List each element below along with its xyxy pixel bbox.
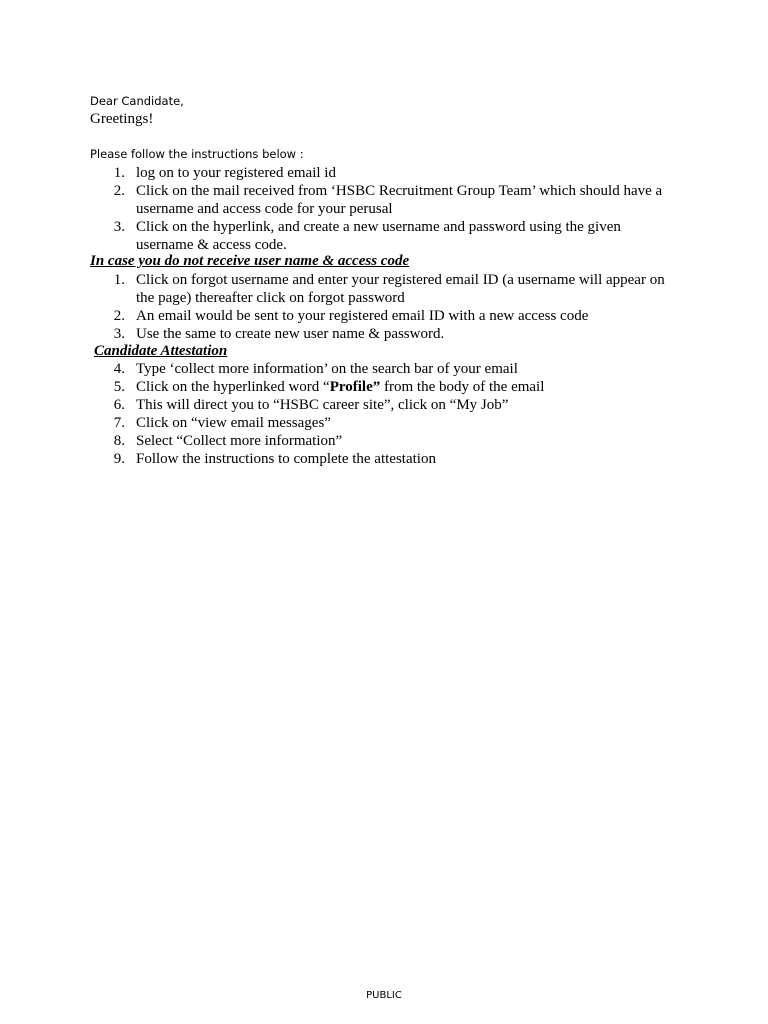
list-number: 9. <box>113 451 125 467</box>
list-number: 5. <box>113 379 125 395</box>
list-number: 7. <box>113 415 125 431</box>
list-number: 1. <box>113 165 125 181</box>
list-text: Click on forgot username and enter your registered email ID (a username will appear on <box>136 272 665 288</box>
list-number: 4. <box>113 361 125 377</box>
list-number: 8. <box>113 433 125 449</box>
list-text: the page) thereafter click on forgot password <box>136 290 405 306</box>
list-text: Use the same to create new user name & password. <box>136 326 445 342</box>
list-number: 3. <box>113 219 125 235</box>
list-text: Click on the hyperlink, and create a new username and password using the given <box>136 219 621 235</box>
intro-text: Please follow the instructions below : <box>90 147 304 161</box>
list-text: username and access code for your perusal <box>136 201 393 217</box>
salutation: Dear Candidate, <box>90 94 184 108</box>
section-heading-attestation: Candidate Attestation <box>94 343 228 359</box>
list-text: Follow the instructions to complete the attestation <box>136 451 436 467</box>
section-heading-no-code: In case you do not receive user name & access code <box>90 253 410 269</box>
list-number: 6. <box>113 397 125 413</box>
list-number: 2. <box>113 183 125 199</box>
list-text: An email would be sent to your registered email ID with a new access code <box>136 308 589 324</box>
list-text: username & access code. <box>136 237 287 253</box>
list-number: 3. <box>113 326 125 342</box>
list-number: 2. <box>113 308 125 324</box>
list-text: Click on “view email messages” <box>136 415 331 431</box>
list-text: This will direct you to “HSBC career site”, click on “My Job” <box>136 397 509 413</box>
list-text: Type ‘collect more information’ on the search bar of your email <box>136 361 518 377</box>
greeting: Greetings! <box>90 111 154 127</box>
profile-bold-text: Profile” <box>329 379 381 395</box>
list-text: log on to your registered email id <box>136 165 336 181</box>
text-before: Click on the hyperlinked word “ <box>136 379 330 395</box>
list-text: Click on the mail received from ‘HSBC Recruitment Group Team’ which should have a <box>136 183 663 199</box>
footer-classification: PUBLIC <box>366 990 402 1001</box>
text-after: from the body of the email <box>380 379 545 395</box>
list-text: Select “Collect more information” <box>136 433 343 449</box>
list-number: 1. <box>113 272 125 288</box>
list-text <box>136 378 696 396</box>
